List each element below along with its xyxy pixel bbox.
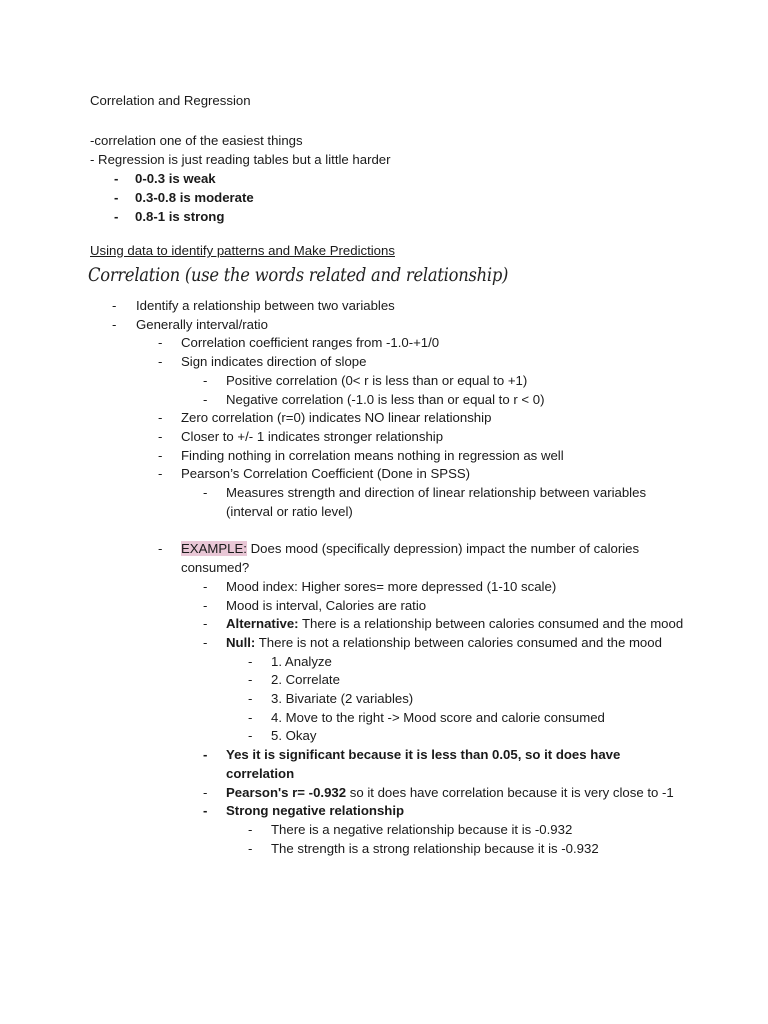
list-item: - 0-0.3 is weak <box>114 171 216 186</box>
list-item: - Null: There is not a relationship between calories consumed and the mood - 1. Analyze - 2. Correlate - 3. Bivariate (2 variables) - 4. Move to the right -> Mood score and calorie consumed - 5. Okay <box>181 634 690 746</box>
list-item: - Positive correlation (0< r is less than or equal to +1) <box>203 372 528 388</box>
example-item: - EXAMPLE: Does mood (specifically depression) impact the number of calories consumed? - Mood index: Higher sores= more depressed (1-10 scale) - Mood is interval, Calories are ratio - Alternative: There is a relationship between calories consumed and the mood - Null: There is not a relationship between calories consumed and the mood - 1. Analyze - 2. Correlate - 3. Bivariate (2 variables) - 4. Move to the right -> Mood score and calorie consumed - 5. Okay - Yes it is significant because it is less than 0.05, so it does have correlation - Pearson's r= -0.932 so it does have correlation because it is very close to -1 - Strong negative relationship - There is a negative relationship because it is -0.932 - The strength is a strong relationship because it is -0.932 <box>136 540 690 858</box>
outline-sublist <box>226 821 690 858</box>
intro-notes <box>90 131 391 226</box>
step-item: - 2. Correlate <box>248 672 340 688</box>
list-item: - Mood index: Higher sores= more depressed (1-10 scale) <box>203 578 557 594</box>
list-item: - Yes it is significant because it is less than 0.05, so it does have correlation <box>203 747 621 781</box>
list-item: - The strength is a strong relationship because it is -0.932 <box>248 840 599 856</box>
null-label: Null: <box>226 634 256 650</box>
intro-line: -correlation one of the easiest things <box>90 133 303 148</box>
document-title: Correlation and Regression <box>90 93 251 108</box>
list-item: - Sign indicates direction of slope - Positive correlation (0< r is less than or equal to +1) - Negative correlation (-1.0 is less than or equal to r < 0) <box>136 353 690 409</box>
strength-scale-list <box>90 169 391 226</box>
step-item: - 5. Okay <box>248 728 317 744</box>
list-item: - There is a negative relationship because it is -0.932 <box>248 821 573 837</box>
bullet-dash: - <box>114 209 119 224</box>
example-sublist <box>181 578 690 859</box>
list-item: - Closer to +/- 1 indicates stronger relationship <box>158 428 444 444</box>
list-item: - Zero correlation (r=0) indicates NO linear relationship <box>158 410 492 426</box>
step-item: - 1. Analyze <box>248 653 332 669</box>
intro-line: - Regression is just reading tables but a little harder <box>90 152 391 167</box>
example-highlight: EXAMPLE: <box>181 541 247 557</box>
outline-sublist <box>181 372 690 409</box>
outline-sublist <box>136 334 690 858</box>
list-item: - Pearson’s Correlation Coefficient (Done in SPSS) - Measures strength and direction of linear relationship between variables (interval or ratio level) <box>136 465 690 521</box>
list-item: - 0.3-0.8 is moderate <box>114 190 254 205</box>
list-item: - Correlation coefficient ranges from -1.0-+1/0 <box>158 335 440 351</box>
step-item: - 3. Bivariate (2 variables) <box>248 691 414 707</box>
outline-list <box>90 297 690 858</box>
list-item: - Identify a relationship between two variables <box>112 298 395 313</box>
list-item: - Strong negative relationship - There is a negative relationship because it is -0.932 - The strength is a strong relationship because it is -0.932 <box>181 802 690 858</box>
spacer <box>136 521 690 540</box>
list-item: - Pearson's r= -0.932 so it does have correlation because it is very close to -1 <box>203 784 674 800</box>
steps-list <box>226 653 690 747</box>
section-heading: Using data to identify patterns and Make Predictions <box>90 243 395 258</box>
bullet-dash: - <box>114 171 119 186</box>
list-item: - Negative correlation (-1.0 is less than or equal to r < 0) <box>203 391 545 407</box>
list-item: - Finding nothing in correlation means nothing in regression as well <box>158 447 564 463</box>
handwritten-heading: Correlation (use the words related and relationship) <box>88 264 509 286</box>
list-item: - Measures strength and direction of linear relationship between variables (interval or ratio level) <box>203 485 647 519</box>
pearson-label: Pearson's r= -0.932 <box>226 784 347 800</box>
list-item: - 0.8-1 is strong <box>114 209 225 224</box>
step-item: - 4. Move to the right -> Mood score and calorie consumed <box>248 709 605 725</box>
list-item: - Alternative: There is a relationship between calories consumed and the mood <box>203 616 684 632</box>
alternative-label: Alternative: <box>226 616 299 632</box>
list-item: - Mood is interval, Calories are ratio <box>203 597 427 613</box>
outline-sublist <box>181 484 690 521</box>
bullet-dash: - <box>114 190 119 205</box>
list-item: - Generally interval/ratio - Correlation coefficient ranges from -1.0-+1/0 - Sign indicates direction of slope - Positive correlation (0< r is less than or equal to +1) - Negative correlation (-1.0 is less than or equal to r < 0) - Zero correlation (r=0) indicates NO linear relationship - Closer to +/- 1 indicates stronger relationship - Finding nothing in correlation means nothing in regression as well - Pearson’s Correlation Coefficient (Done in SPSS) - Measures strength and direction of linear relationship between variables (interval or ratio level) - EXAMPLE: Does mood (specifically depression) impact the number of calories consumed? - Mood index: Higher sores= more depressed (1-10 scale) - Mood is interval, Calories are ratio - Alternative: There is a relationship between calories consumed and the mood - Null: There is not a relationship between calories consumed and the mood - 1. Analyze - 2. Correlate - 3. Bivariate (2 variables) - 4. Move to the right -> Mood score and calorie consumed - 5. Okay - Yes it is significant because it is less than 0.05, so it does have correlation - Pearson's r= -0.932 so it does have correlation because it is very close to -1 - Strong negative relationship - There is a negative relationship because it is -0.932 - The strength is a strong relationship because it is -0.932 <box>90 316 690 859</box>
